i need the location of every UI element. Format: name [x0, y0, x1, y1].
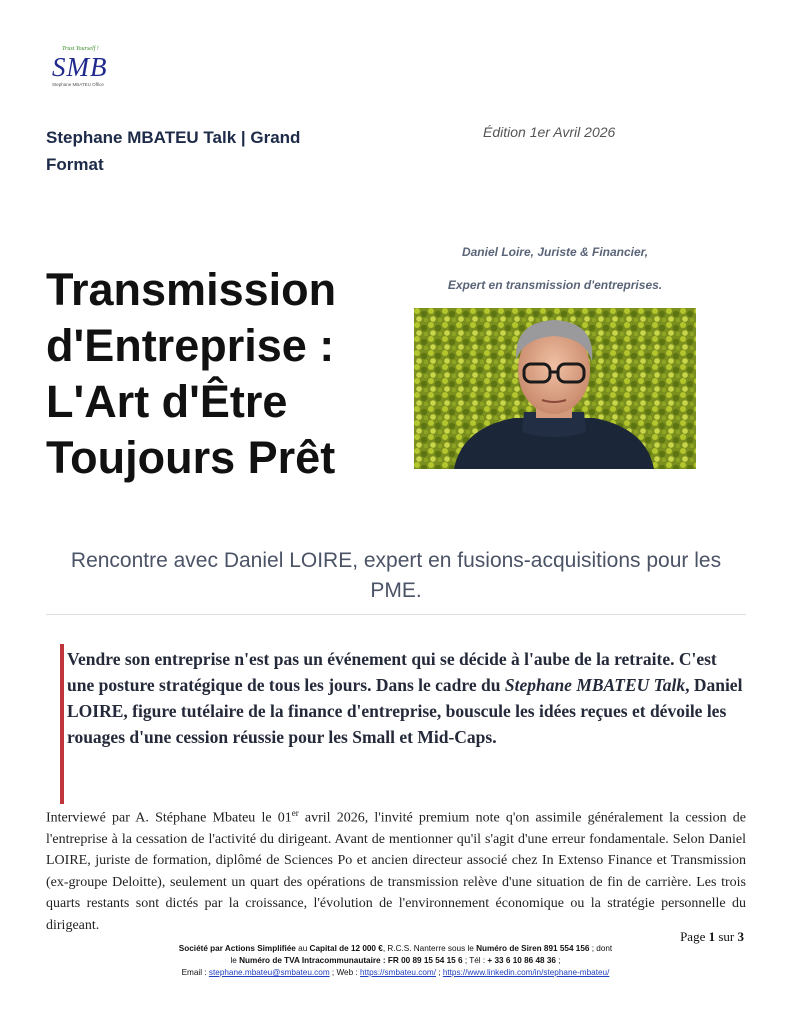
- logo-subtitle: Stephane MBATEU Office: [52, 82, 104, 87]
- company-footer: [40, 943, 751, 979]
- article-title: Transmission d'Entreprise : L'Art d'Être Toujours Prêt: [46, 264, 337, 483]
- talk-name: Stephane MBATEU Talk: [504, 675, 686, 695]
- article-subtitle: Rencontre avec Daniel LOIRE, expert en fusions-acquisitions pour les PME.: [70, 549, 722, 602]
- quote-accent-bar: [60, 644, 64, 804]
- portrait-caption-role: Expert en transmission d'entreprises.: [447, 278, 663, 292]
- edition-date: Édition 1er Avril 2026: [483, 124, 616, 140]
- website-link[interactable]: https://smbateu.com/: [359, 968, 436, 977]
- portrait-caption-name: Daniel Loire, Juriste & Financier,: [461, 245, 649, 259]
- portrait-photo: [414, 308, 696, 469]
- footer-line-3: Email : stephane.mbateu@smbateu.com ; Web : https://smbateu.com/ ; https://www.linkedin.com/in/stephane-mbateu/: [181, 968, 610, 977]
- page-number: Page 1 sur 3: [680, 929, 744, 944]
- divider: [46, 614, 746, 615]
- lead-paragraph: Vendre son entreprise n'est pas un événement qui se décide à l'aube de la retraite. C'est une posture stratégique de tous les jours. Dans le cadre du Stephane MBATEU Talk, Daniel LOIRE, figure tutélaire de la finance d'entreprise, bouscule les idées reçues et dévoile les rouages d'une cession réussie pour les Small et Mid-Caps.: [67, 649, 743, 747]
- logo-tagline: Trust Yourself !: [62, 46, 99, 52]
- footer-line-1: Société par Actions Simplifiée au Capital de 12 000 €, R.C.S. Nanterre sous le Numéro de Siren 891 554 156 ; dont: [178, 944, 613, 953]
- footer-line-2: le Numéro de TVA Intracommunautaire : FR 00 89 15 54 15 6 ; Tél : + 33 6 10 86 48 36 ;: [230, 956, 561, 965]
- email-link[interactable]: stephane.mbateu@smbateu.com: [208, 968, 330, 977]
- smb-logo: [50, 46, 122, 90]
- linkedin-link[interactable]: https://www.linkedin.com/in/stephane-mbateu/: [442, 968, 610, 977]
- body-paragraph: Interviewé par A. Stéphane Mbateu le 01er avril 2026, l'invité premium note q'on assimile généralement la cession de l'entreprise à la cessation de l'activité du dirigeant. Avant de mentionner qu'il s'agit d'une erreur fondamentale. Selon Daniel LOIRE, juriste de formation, diplômé de Sciences Po et ancien directeur associé chez In Extenso Finance et Transmission (ex-groupe Deloitte), seulement un quart des opérations de transmission relève d'une situation de fin de carrière. Les trois quarts restants sont dictés par la croissance, l'évolution de l'environnement économique ou la stratégie personnelle du dirigeant.: [46, 808, 746, 933]
- series-title: Stephane MBATEU Talk | Grand Format: [46, 128, 301, 174]
- logo-wordmark: SMB: [52, 52, 108, 82]
